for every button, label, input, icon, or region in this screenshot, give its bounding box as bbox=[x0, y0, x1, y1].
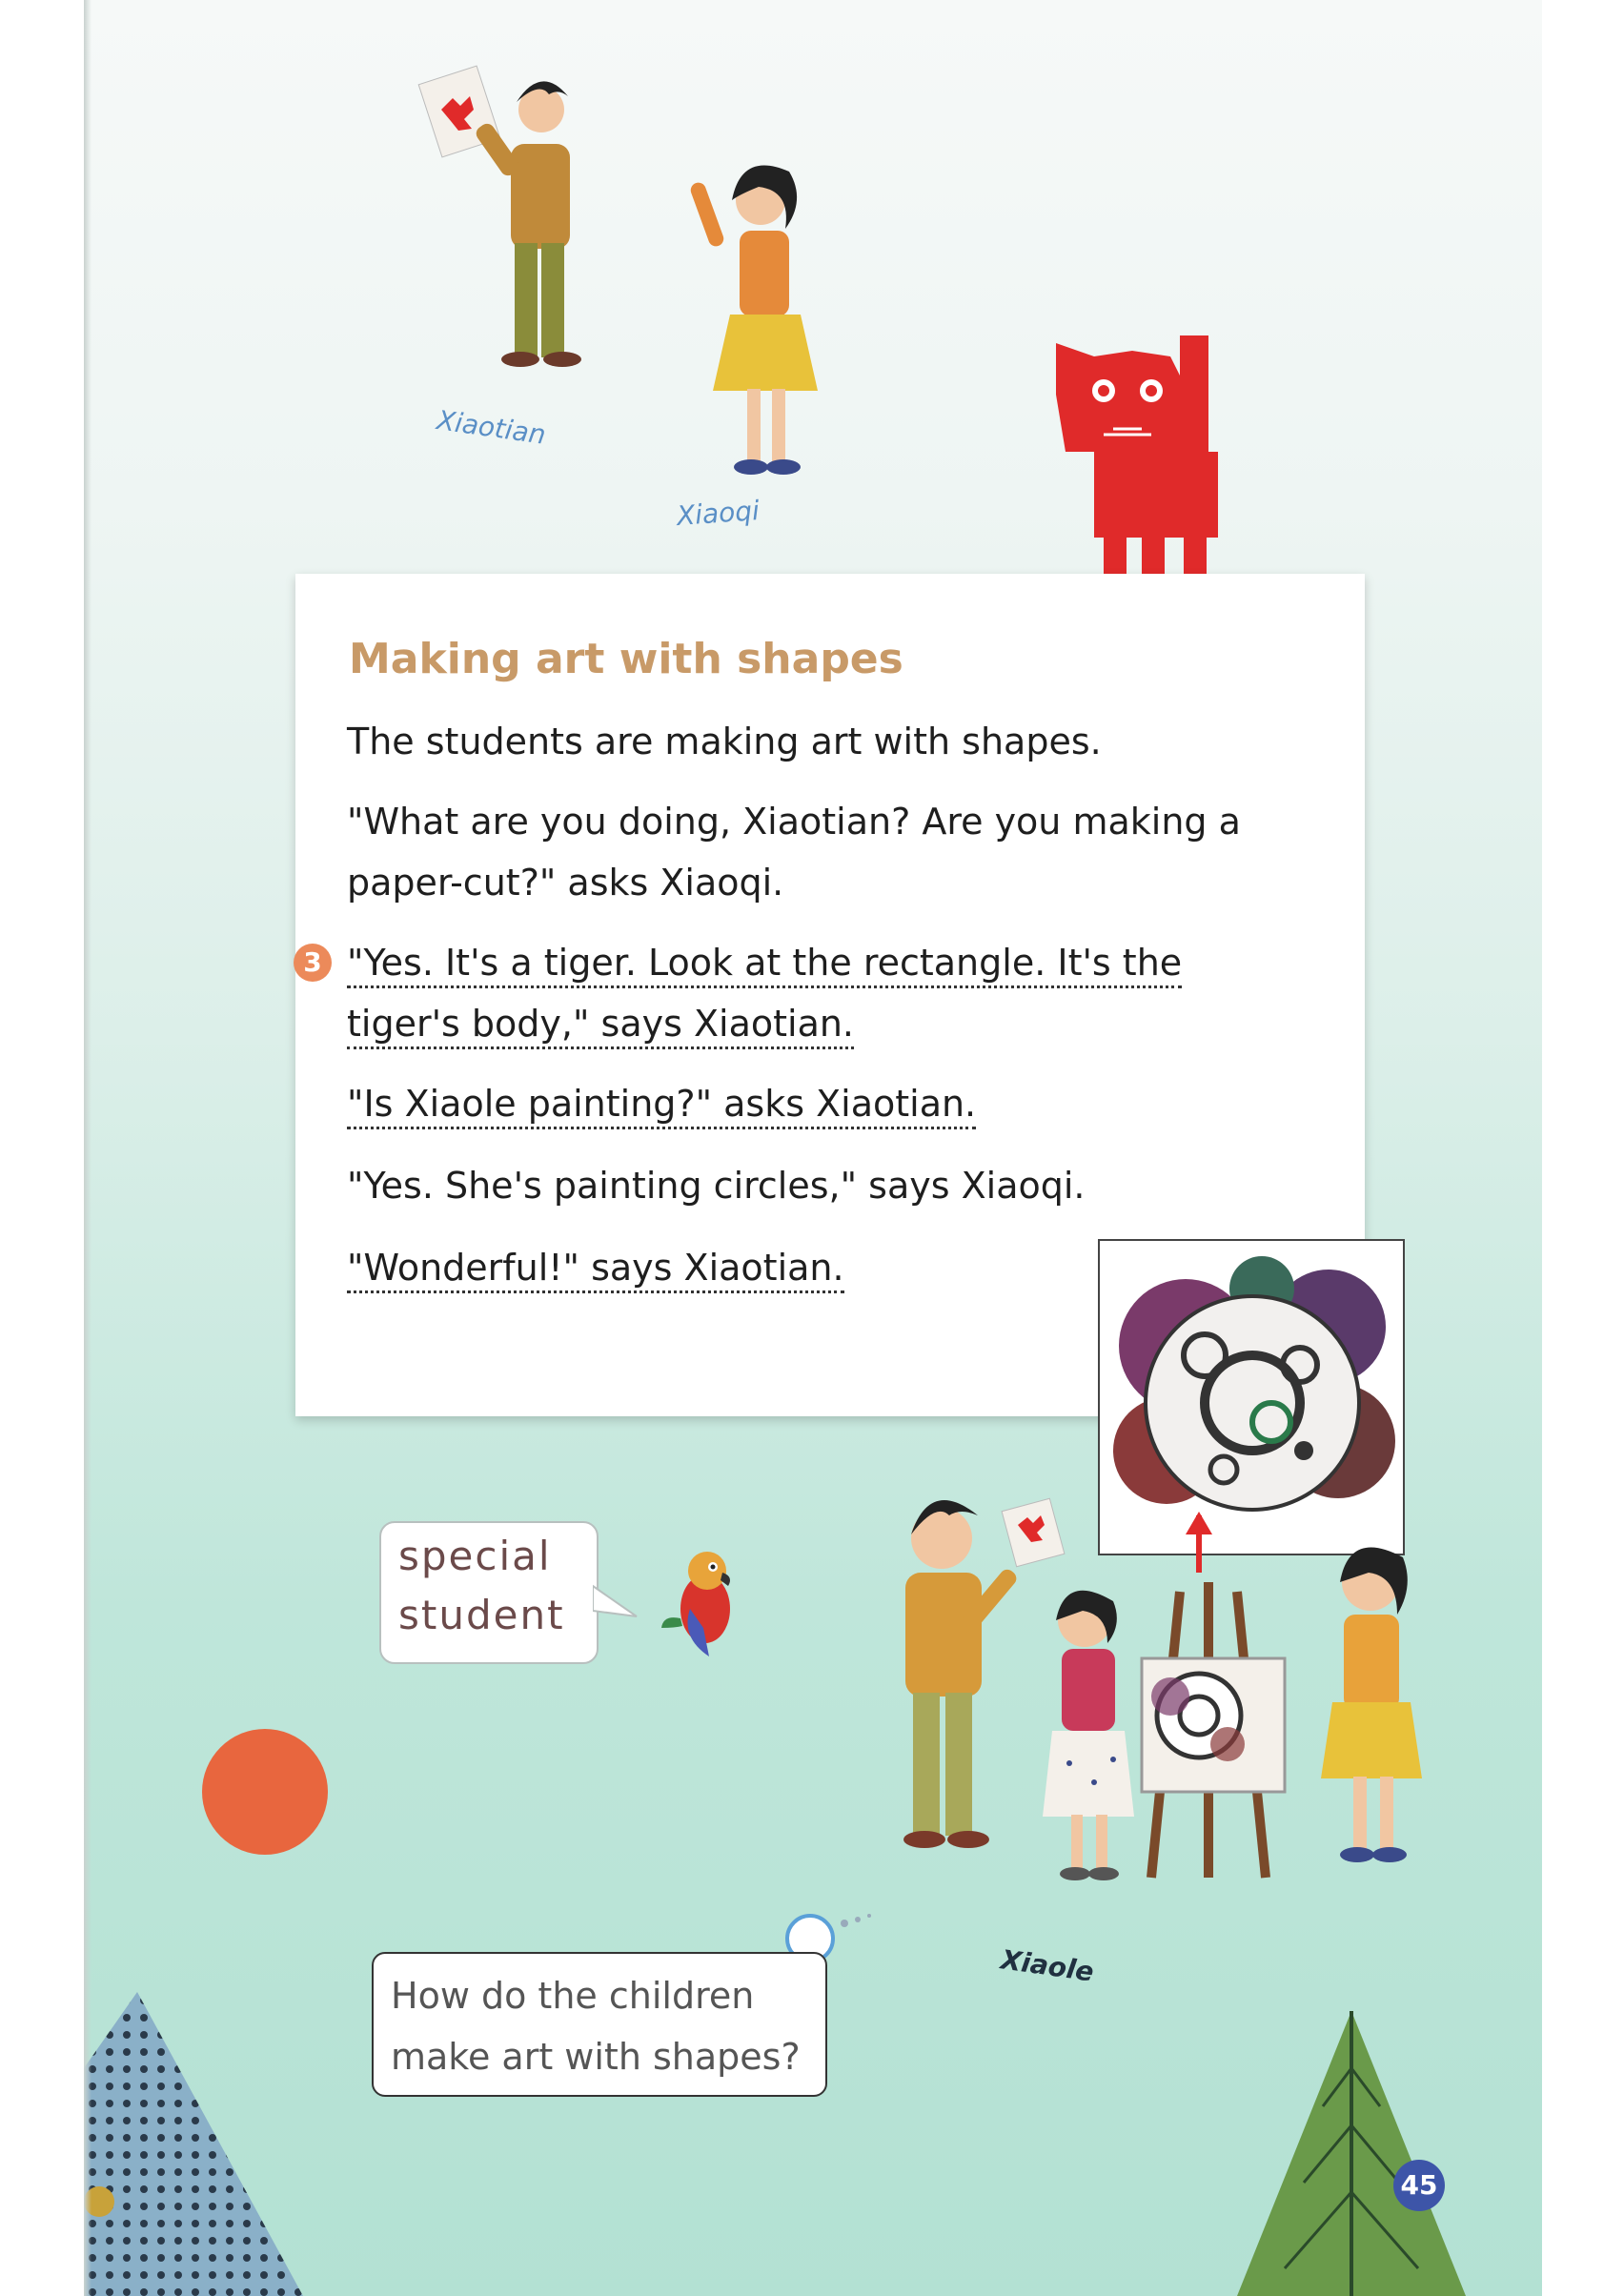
page-binding-edge bbox=[84, 0, 91, 2296]
paragraph-number-badge: 3 bbox=[294, 944, 332, 982]
story-line-6b: asks Xiaotian. bbox=[712, 1083, 977, 1125]
story-line-5 bbox=[347, 993, 854, 1054]
story-line-5-quote bbox=[347, 1003, 854, 1049]
question-line1: How do the children bbox=[391, 1975, 755, 2017]
story-line-6-quote bbox=[347, 1083, 976, 1129]
story-line-4 bbox=[347, 932, 1182, 993]
speech-bubble bbox=[379, 1521, 599, 1664]
story-line-6 bbox=[347, 1073, 976, 1134]
story-title: Making art with shapes bbox=[349, 635, 903, 683]
leaf-triangle-decoration bbox=[1237, 2011, 1466, 2296]
story-line-5a: tiger's body," bbox=[347, 1003, 590, 1045]
story-line-4-text: "Yes. It's a tiger. Look at the rectangle. It's the bbox=[347, 942, 1182, 988]
story-line-2: "What are you doing, Xiaotian? Are you making a bbox=[347, 801, 1241, 843]
xiaoqi-illustration-top bbox=[665, 143, 846, 496]
dotted-triangle-decoration bbox=[84, 1992, 303, 2296]
xiaole-label: Xiaole bbox=[999, 1943, 1096, 1988]
story-line-8-text: "Wonderful!" says Xiaotian. bbox=[347, 1247, 844, 1293]
story-line-5b: says Xiaotian. bbox=[589, 1003, 855, 1045]
xiaotian-label-top: Xiaotian bbox=[435, 404, 548, 451]
children-painting-illustration bbox=[837, 1477, 1504, 1935]
story-line-7: "Yes. She's painting circles," says Xiaoqi. bbox=[347, 1165, 1086, 1207]
story-line-6a: "Is Xiaole painting?" bbox=[347, 1083, 713, 1125]
question-box bbox=[372, 1952, 827, 2097]
question-line2: make art with shapes? bbox=[391, 2036, 801, 2078]
textbook-page bbox=[84, 0, 1542, 2296]
page-number-badge: 45 bbox=[1393, 2160, 1445, 2211]
story-line-3: paper-cut?" asks Xiaoqi. bbox=[347, 862, 784, 904]
speech-bubble-line1: special bbox=[398, 1533, 552, 1579]
xiaoqi-label-top: Xiaoqi bbox=[675, 495, 761, 532]
orange-circle-decoration bbox=[198, 1725, 332, 1859]
story-line-8 bbox=[347, 1237, 844, 1298]
story-line-1: The students are making art with shapes. bbox=[347, 721, 1102, 762]
speech-bubble-tail bbox=[593, 1582, 640, 1620]
tiger-papercut bbox=[1037, 324, 1275, 600]
speech-bubble-line2: student bbox=[398, 1592, 565, 1638]
parrot-illustration bbox=[652, 1542, 757, 1666]
xiaotian-illustration-top bbox=[398, 52, 646, 415]
